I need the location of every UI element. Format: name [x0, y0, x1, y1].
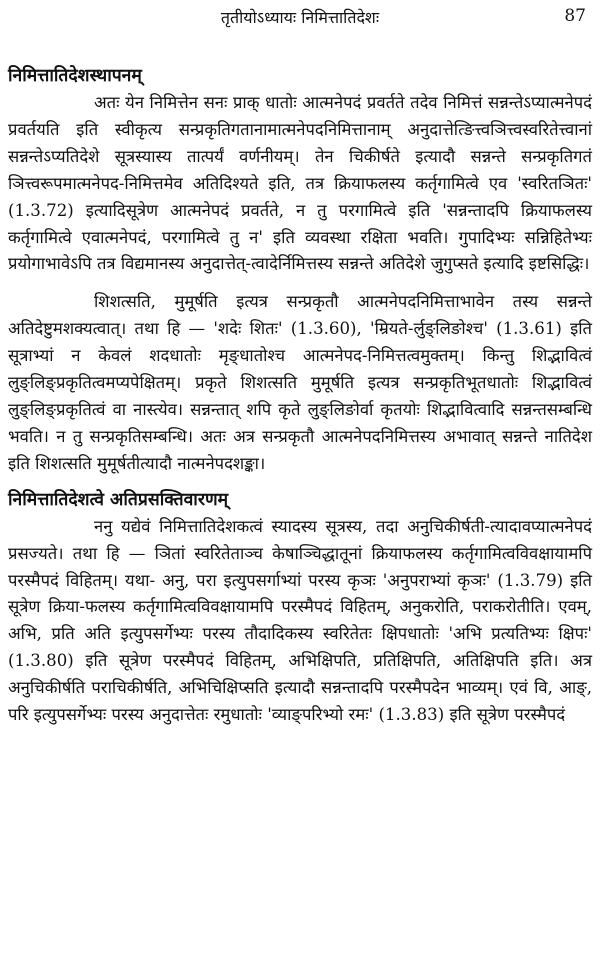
body-paragraph: ननु यद्येवं निमित्तातिदेशकत्वं स्यादस्य सूत्रस्य, तदा अनुचिकीर्षती-त्यादावप्यात्मनेपदं प्रसज्यते। तथा हि — ञितां स्वरितेताञ्च केषाञ्चिद्धातूनां क्रियाफलस्य कर्तृगामित्वविवक्षायामपि परस्मैपदं विहितम्। यथा- अनु, परा इत्युपसर्गाभ्यां परस्य कृञः 'अनुपराभ्यां कृञः' (1.3.79) इति सूत्रेण क्रिया-फलस्य कर्तृगामित्वविवक्षायामपि परस्मैपदं विहितम्, अनुकरोति, पराकरोतीति। एवम्, अभि, प्रति अति इत्युपसर्गेभ्यः परस्य तौदादिकस्य स्वरितेतः क्षिपधातोः 'अभि प्रत्यतिभ्यः क्षिपः' (1.3.80) इति सूत्रेण परस्मैपदं विहितम्, अभिक्षिपति, प्रतिक्षिपति, अतिक्षिपति इति। अत्र अनुचिकीर्षति पराचिकीर्षति, अभिचिक्षिप्सति इत्यादौ सन्नन्तादपि परस्मैपदेन भाव्यम्। एवं वि, आङ्, परि इत्युपसर्गेभ्यः परस्य अनुदात्तेतः रमुधातोः 'व्याङ्परिभ्यो रमः' (1.3.83) इति सूत्रेण परस्मैपदं	[8, 516, 592, 725]
chapter-running-title: तृतीयोऽध्यायः निमित्तातिदेशः	[220, 8, 380, 27]
section-heading: निमित्तातिदेशत्वे अतिप्रसक्तिवारणम्	[8, 489, 229, 510]
page-number: 87	[564, 6, 586, 26]
body-paragraph: अतः येन निमित्तेन सनः प्राक् धातोः आत्मनेपदं प्रवर्तते तदेव निमित्तं सन्नन्तेऽप्यात्मनेपदं प्रवर्तयति इति स्वीकृत्य सन्प्रकृतिगतानामात्मनेपदनिमित्तानाम् अनुदात्तेत्ङित्त्वञित्त्वस्वरितेत्त्वानां सन्नन्तेऽप्यतिदेशे सूत्रस्यास्य तात्पर्यं वर्णनीयम्। तेन चिकीर्षते इत्यादौ सन्नन्ते सन्प्रकृतिगतं ञित्त्वरूपमात्मनेपद-निमित्तमेव अतिदिश्यते इति, तत्र क्रियाफलस्य कर्तृगामित्वे एव 'स्वरितञितः' (1.3.72) इत्यादिसूत्रेण आत्मनेपदं प्रवर्तते, न तु परगामित्वे इति 'सन्नन्तादपि क्रियाफलस्य कर्तृगामित्वे एवात्मनेपदं, परगामित्वे तु न' इति व्यवस्था रक्षिता भवति। गुपादिभ्यः सन्निहितेभ्यः प्रयोगाभावेऽपि तत्र विद्यमानस्य अनुदात्तेत्-त्वादेर्निमित्तस्य सन्नन्ते अतिदेशे जुगुप्सते इत्यादि इष्टसिद्धिः।	[8, 93, 592, 274]
section-heading: निमित्तातिदेशस्थापनम्	[8, 66, 142, 86]
body-paragraph: शिशत्सति, मुमूर्षति इत्यत्र सन्प्रकृतौ आत्मनेपदनिमित्ताभावेन तस्य सन्नन्ते अतिदेष्टुमशक्यत्वात्। तथा हि — 'शदेः शितः' (1.3.60), 'म्रियते-र्लुङ्लिङोश्च' (1.3.61) इति सूत्राभ्यां न केवलं शदधातोः मृङ्धातोश्च आत्मनेपद-निमित्तत्वमुक्तम्। किन्तु शिद्भावित्वं लुङ्लिङ्प्रकृतित्वमप्यपेक्षितम्। प्रकृते शिशत्सति मुमूर्षति इत्यत्र सन्प्रकृतिभूतधातोः शिद्भावित्वं लुङ्लिङ्प्रकृतित्वं वा नास्त्येव। सन्नन्तात् शपि कृते लुङ्लिङोर्वा कृतयोः शिद्भावित्वादि सन्नन्तसम्बन्धि भवति। न तु सन्प्रकृतिसम्बन्धि। अतः अत्र सन्प्रकृतौ आत्मनेपदनिमित्तस्य अभावात् सन्नन्ते नातिदेश इति शिशत्सति मुमूर्षतीत्यादौ नात्मनेपदशङ्का।	[8, 292, 592, 473]
page-body	[8, 62, 592, 729]
running-head	[0, 4, 600, 30]
